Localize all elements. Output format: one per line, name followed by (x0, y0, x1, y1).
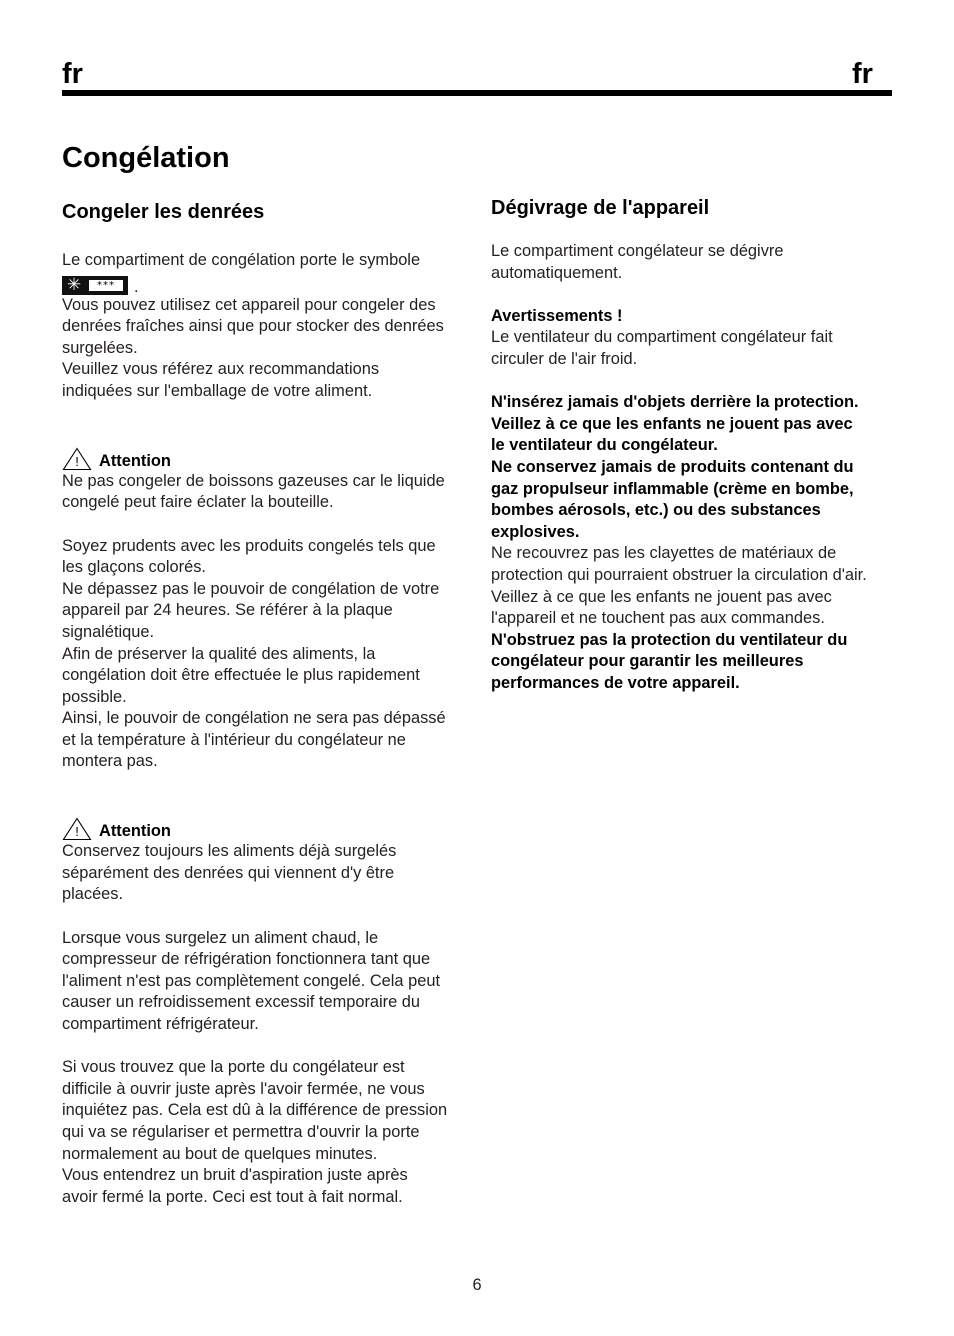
text-line: N'obstruez pas la protection du ventilateur du (491, 630, 848, 649)
text-line: Soyez prudents avec les produits congelés tels que (62, 536, 436, 555)
paragraph-bold-warnings (491, 392, 896, 543)
text-line: surgelées. (62, 338, 138, 357)
text-line: Veuillez vous référez aux recommandations (62, 360, 380, 379)
text-line: placées. (62, 885, 124, 904)
text-line: Ainsi, le pouvoir de congélation ne sera pas dépassé (62, 709, 446, 728)
attention-heading-1 (62, 446, 467, 471)
paragraph-carbonated (62, 471, 467, 514)
left-column (62, 199, 467, 1208)
text-line: difficile à ouvrir juste après l'avoir fermée, ne vous (62, 1079, 425, 1098)
text-line: explosives. (491, 522, 580, 541)
text-line: séparément des denrées qui viennent d'y être (62, 863, 395, 882)
text-line: avoir fermé la porte. Ceci est tout à fait normal. (62, 1187, 403, 1206)
paragraph-freezing-tips (62, 536, 467, 774)
text-line: Vous entendrez un bruit d'aspiration juste après (62, 1166, 408, 1185)
symbol-trailing: . (134, 277, 139, 296)
text-line: causer un refroidissement excessif temporaire du (62, 993, 421, 1012)
page-title: Congélation (62, 142, 230, 174)
svg-text:!: ! (75, 824, 79, 840)
text-line: N'insérez jamais d'objets derrière la protection. (491, 393, 859, 412)
text-line: Ne pas congeler de boissons gazeuses car le liquide (62, 471, 445, 490)
text-line: compartiment réfrigérateur. (62, 1015, 259, 1033)
text-line: qui va se régulariser et permettra d'ouvrir la porte (62, 1122, 420, 1141)
paragraph-usage (62, 295, 467, 403)
paragraph-door-pressure (62, 1057, 467, 1208)
text-line: signalétique. (62, 622, 155, 641)
text-line: possible. (62, 687, 127, 706)
attention-label: Attention (99, 451, 171, 470)
text-line: le ventilateur du congélateur. (491, 436, 718, 455)
text-line: protection qui pourraient obstruer la circulation d'air. (491, 565, 867, 584)
text-line: Le compartiment congélateur se dégivre (491, 242, 784, 260)
text-line: appareil par 24 heures. Se référer à la plaque (62, 601, 393, 620)
text-line: les glaçons colorés. (62, 558, 206, 577)
text-line: normalement au bout de quelques minutes. (62, 1144, 378, 1163)
section-title-defrosting: Dégivrage de l'appareil (491, 197, 710, 219)
snowflake-icon: ✳ (66, 274, 82, 295)
intro-text: Le compartiment de congélation porte le symbole (62, 251, 421, 269)
right-column (491, 195, 896, 694)
text-line: denrées fraîches ainsi que pour stocker des denrées (62, 317, 444, 336)
text-line: Veillez à ce que les enfants ne jouent pas avec (491, 587, 832, 606)
text-line: Veillez à ce que les enfants ne jouent pas avec (491, 414, 853, 433)
text-line: Ne dépassez pas le pouvoir de congélation de votre (62, 579, 440, 598)
paragraph-auto-defrost (491, 241, 896, 284)
text-line: Conservez toujours les aliments déjà surgelés (62, 842, 397, 861)
warnings-title: Avertissements ! (491, 306, 623, 325)
svg-text:!: ! (75, 453, 79, 469)
language-code-left: fr (62, 58, 83, 90)
language-code-right: fr (852, 58, 873, 90)
text-line: Si vous trouvez que la porte du congélateur est (62, 1058, 405, 1077)
text-line: Ne conservez jamais de produits contenant du (491, 457, 854, 476)
warning-triangle-icon (62, 447, 92, 471)
section-title-freezing: Congeler les denrées (62, 201, 265, 223)
text-line: montera pas. (62, 752, 158, 771)
text-line: congélateur pour garantir les meilleures (491, 652, 804, 671)
paragraph-fan (491, 327, 896, 370)
header-rule (62, 90, 892, 96)
attention-heading-2 (62, 816, 467, 841)
text-line: et la température à l'intérieur du congélateur ne (62, 730, 406, 749)
text-line: bombes aérosols, etc.) ou des substances (491, 501, 821, 520)
text-line: inquiétez pas. Cela est dû à la différence de pression (62, 1101, 448, 1120)
paragraph-bold-fan-protection (491, 630, 896, 695)
warning-triangle-icon (62, 817, 92, 841)
text-line: Vous pouvez utilisez cet appareil pour congeler des (62, 295, 436, 314)
star-rating: *** (88, 279, 124, 292)
attention-label: Attention (99, 822, 171, 841)
paragraph-shelves (491, 543, 896, 629)
text-line: performances de votre appareil. (491, 673, 740, 692)
text-line: Le ventilateur du compartiment congélateur fait (491, 328, 833, 347)
paragraph-hot-food (62, 928, 467, 1036)
text-line: compresseur de réfrigération fonctionnera tant que (62, 950, 431, 969)
text-line: automatiquement. (491, 263, 623, 282)
text-line: congelé peut faire éclater la bouteille. (62, 493, 334, 512)
text-line: congélation doit être effectuée le plus rapidement (62, 666, 420, 685)
text-line: Afin de préserver la qualité des aliments, la (62, 644, 376, 663)
text-line: gaz propulseur inflammable (crème en bombe, (491, 479, 854, 498)
text-line: indiquées sur l'emballage de votre aliment. (62, 381, 373, 400)
page-number: 6 (472, 1276, 482, 1294)
text-line: l'aliment n'est pas complètement congelé. Cela peut (62, 971, 440, 990)
text-line: l'appareil et ne touchent pas aux commandes. (491, 609, 825, 628)
text-line: Ne recouvrez pas les clayettes de matériaux de (491, 544, 837, 563)
text-line: circuler de l'air froid. (491, 349, 638, 368)
text-line: Lorsque vous surgelez un aliment chaud, le (62, 928, 379, 947)
freezer-star-rating-icon (62, 276, 128, 295)
freezer-symbol-row (62, 273, 467, 295)
paragraph-separate-storage (62, 841, 467, 906)
